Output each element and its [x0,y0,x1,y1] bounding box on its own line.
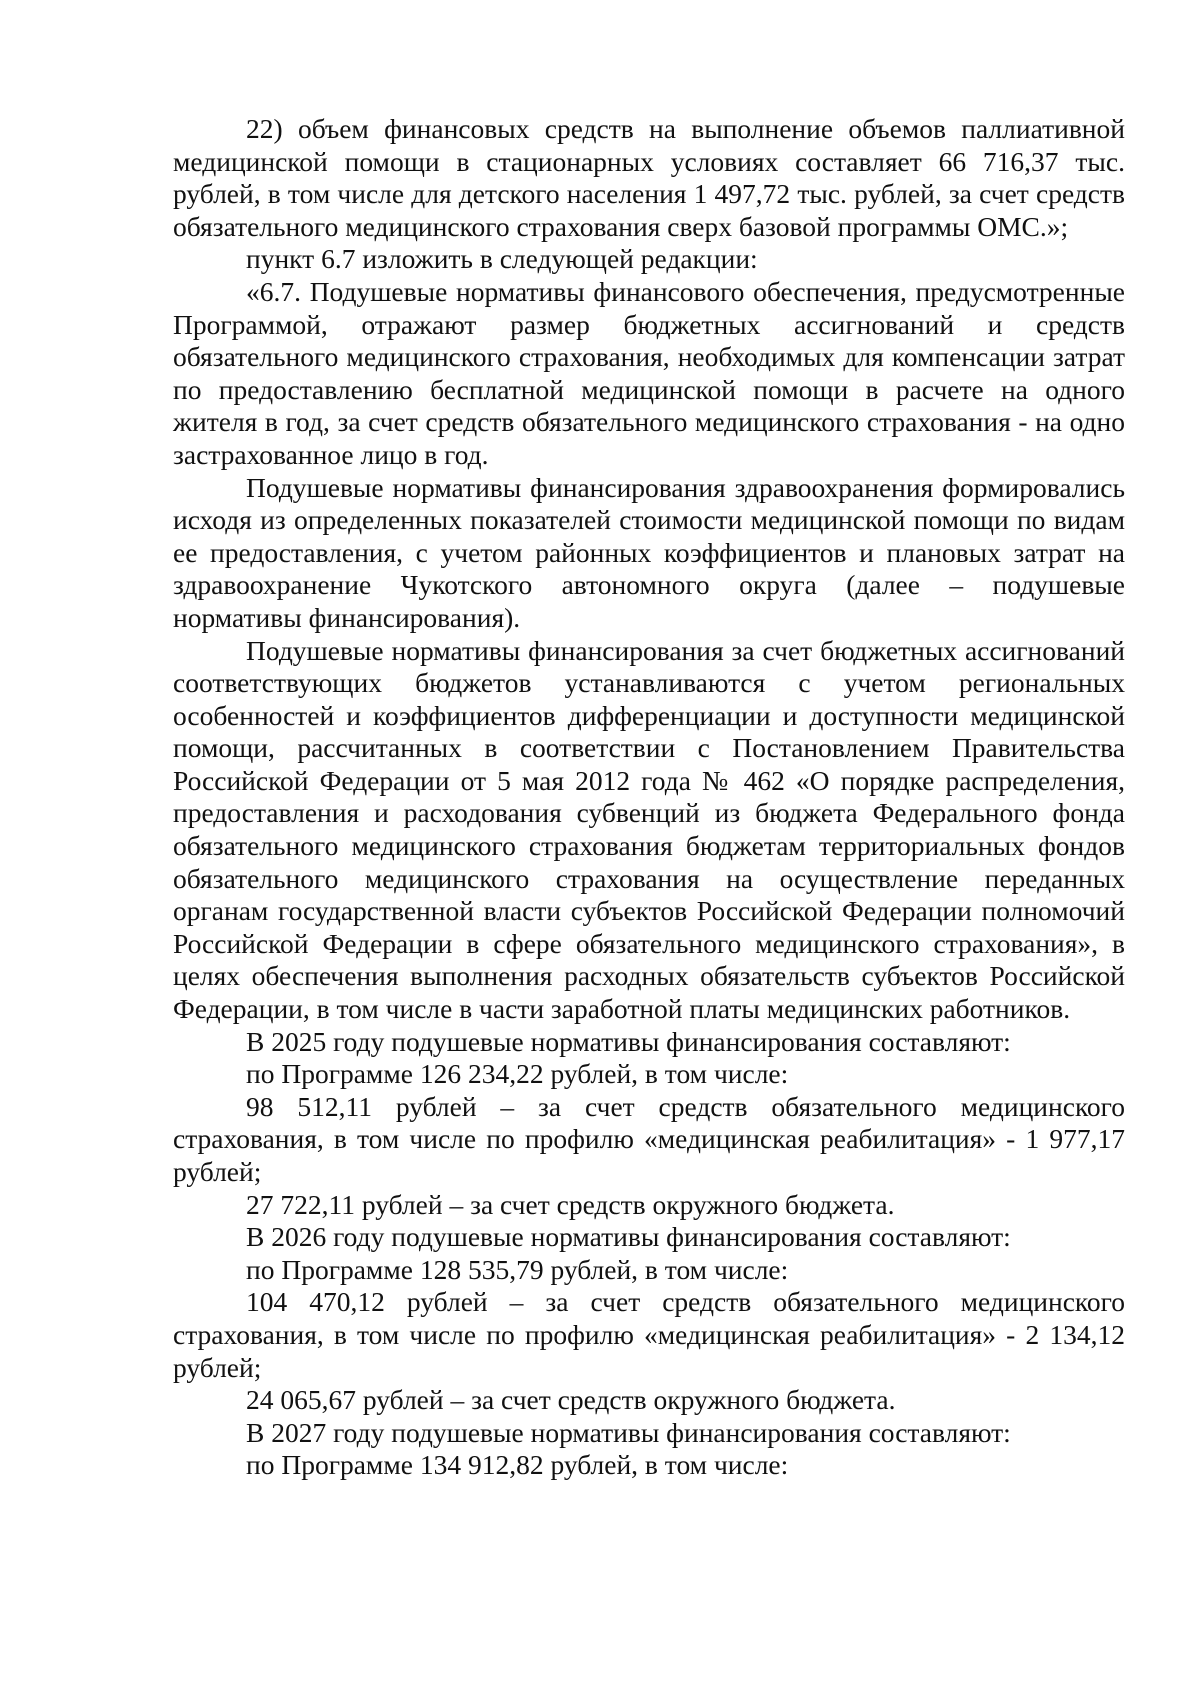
paragraph-item-6-7-intro: пункт 6.7 изложить в следующей редакции: [246,243,758,275]
paragraph-2025-oms: 98 512,11 рублей – за счет средств обязательного медицинского страхования, в том числе по профилю «медицинская реабилитация» - 1 977,17 рублей; [173,1090,1125,1187]
paragraph-2026-heading: В 2026 году подушевые нормативы финансирования составляют: [246,1221,1011,1253]
paragraph-2026-program-total: по Программе 128 535,79 рублей, в том числе: [246,1253,789,1285]
paragraph-2025-heading: В 2025 году подушевые нормативы финансирования составляют: [246,1025,1011,1057]
paragraph-2025-district-budget: 27 722,11 рублей – за счет средств окружного бюджета. [246,1188,895,1220]
paragraph-item-6-7-text: «6.7. Подушевые нормативы финансового обеспечения, предусмотренные Программой, отражают размер бюджетных ассигнований и средств обязательного медицинского страхования, необходимых для компенсации затрат по предоставлению бесплатной медицинской помощи в расчете на одного жителя в год, за счет средств обязательного медицинского страхования - на одно застрахованное лицо в год. [173,275,1125,470]
paragraph-per-capita-formation: Подушевые нормативы финансирования здравоохранения формировались исходя из определенных показателей стоимости медицинской помощи по видам ее предоставления, с учетом районных коэффициентов и плановых затрат на здравоохранение Чукотского автономного округа (далее – подушевые нормативы финансирования). [173,471,1125,633]
paragraph-2026-oms: 104 470,12 рублей – за счет средств обязательного медицинского страхования, в том числе по профилю «медицинская реабилитация» - 2 134,12 рублей; [173,1286,1125,1383]
document-page [173,113,1125,1482]
paragraph-budget-allocations: Подушевые нормативы финансирования за счет бюджетных ассигнований соответствующих бюджетов устанавливаются с учетом региональных особенностей и коэффициентов дифференциации и доступности медицинской помощи, рассчитанных в соответствии с Постановлением Правительства Российской Федерации от 5 мая 2012 года № 462 «О порядке распределения, предоставления и расходования субвенций из бюджета Федерального фонда обязательного медицинского страхования бюджетам территориальных фондов обязательного медицинского страхования на осуществление переданных органам государственной власти субъектов Российской Федерации полномочий Российской Федерации в сфере обязательного медицинского страхования», в целях обеспечения выполнения расходных обязательств субъектов Российской Федерации, в том числе в части заработной платы медицинских работников. [173,634,1125,1025]
paragraph-palliative-care-volume: 22) объем финансовых средств на выполнение объемов паллиативной медицинской помощи в стационарных условиях составляет 66 716,37 тыс. рублей, в том числе для детского населения 1 497,72 тыс. рублей, за счет средств обязательного медицинского страхования сверх базовой программы ОМС.»; [173,113,1125,242]
paragraph-2027-program-total: по Программе 134 912,82 рублей, в том числе: [246,1449,789,1481]
paragraph-2026-district-budget: 24 065,67 рублей – за счет средств окружного бюджета. [246,1384,896,1416]
paragraph-2025-program-total: по Программе 126 234,22 рублей, в том числе: [246,1058,789,1090]
paragraph-2027-heading: В 2027 году подушевые нормативы финансирования составляют: [246,1416,1011,1448]
